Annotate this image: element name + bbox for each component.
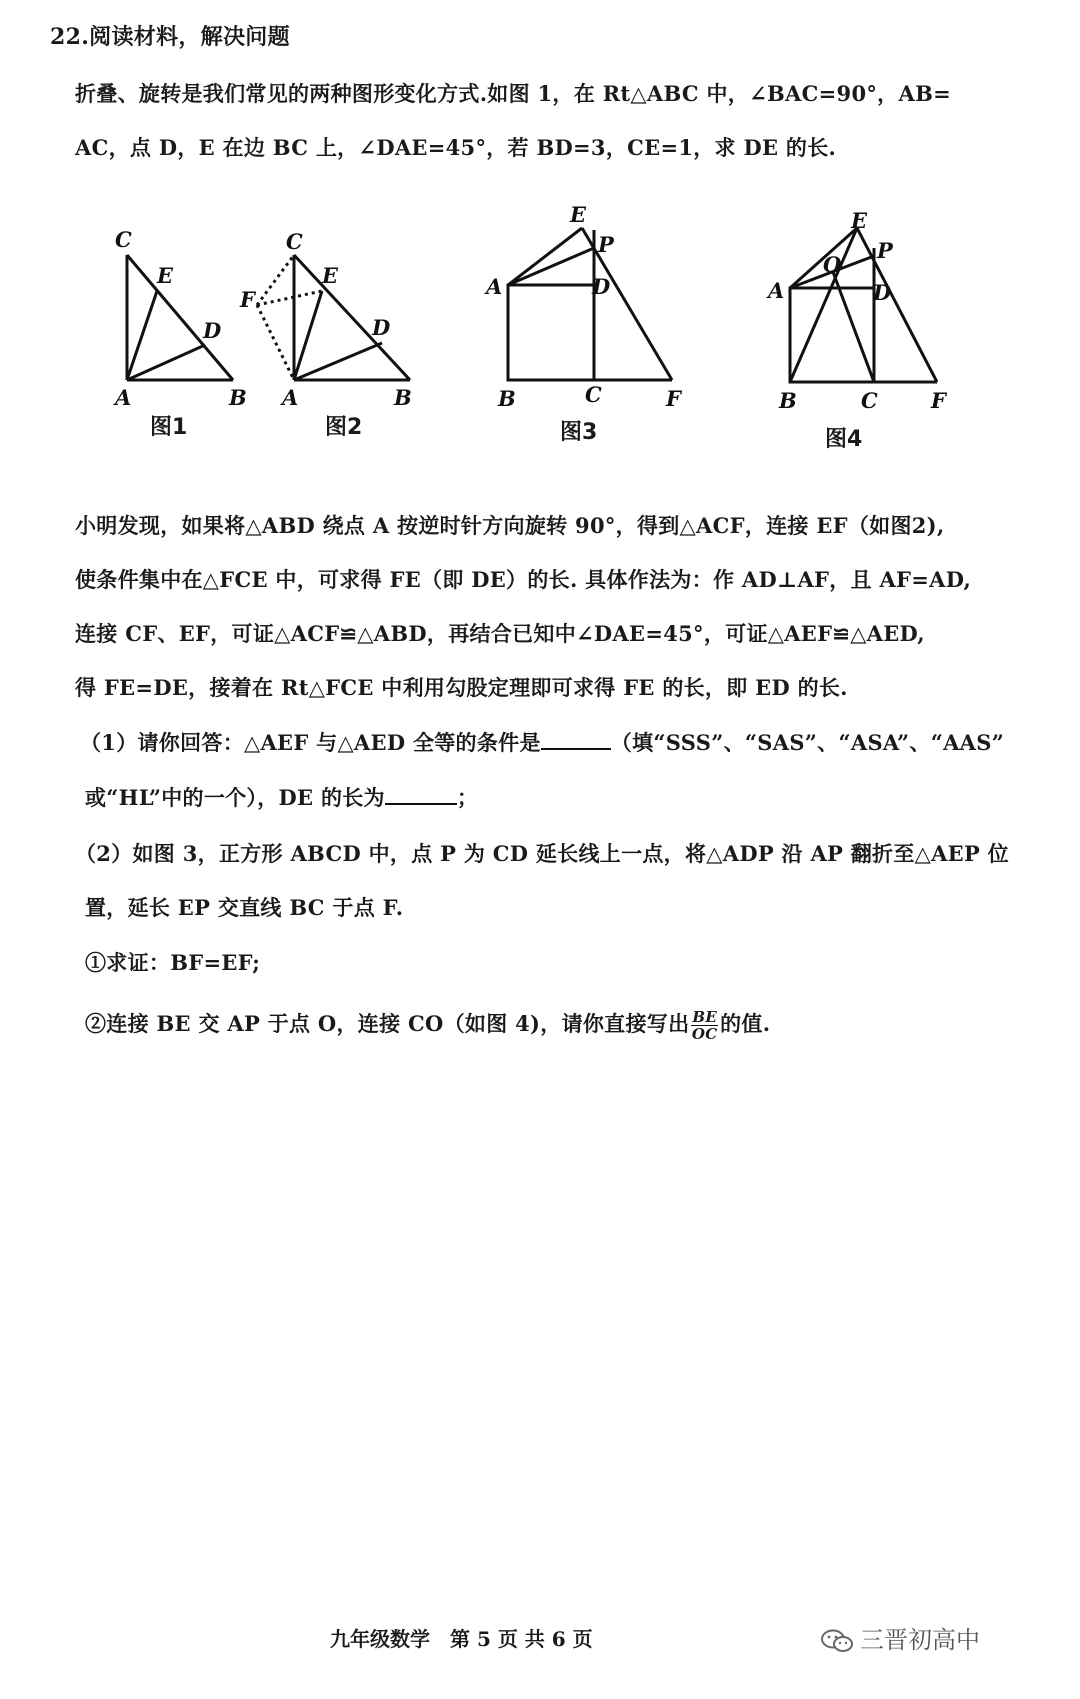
- fig1-label-A: A: [115, 385, 132, 410]
- figure-1-caption: 图1: [150, 415, 188, 440]
- fig2-label-F: F: [240, 287, 255, 312]
- fig3-label-D: D: [592, 274, 611, 299]
- fig2-label-B: B: [394, 385, 412, 410]
- figure-2-caption: 图2: [325, 415, 363, 440]
- explanation-line-4: 得 FE=DE，接着在 Rt△FCE 中利用勾股定理即可求得 FE 的长，即 ED 的长.: [75, 675, 848, 700]
- fig1-label-B: B: [229, 385, 247, 410]
- fig4-label-D: D: [873, 280, 892, 305]
- fig1-label-C: C: [115, 227, 132, 252]
- intro-line-2: AC，点 D，E 在边 BC 上，∠DAE=45°，若 BD=3，CE=1，求 DE 的长.: [75, 135, 837, 160]
- fig1-label-D: D: [203, 318, 222, 343]
- fig2-label-D: D: [372, 315, 391, 340]
- page-footer: 九年级数学 第 5 页 共 6 页: [330, 1627, 593, 1651]
- question-2-line-1: （2）如图 3，正方形 ABCD 中，点 P 为 CD 延长线上一点，将△ADP 沿 AP 翻折至△AEP 位: [75, 841, 1009, 866]
- fig4-label-B: B: [779, 388, 797, 413]
- fig2-label-E: E: [322, 263, 339, 288]
- explanation-line-1: 小明发现，如果将△ABD 绕点 A 按逆时针方向旋转 90°，得到△ACF，连接 EF（如图2),: [75, 513, 945, 538]
- q1-answer-blank-condition[interactable]: [541, 730, 611, 750]
- question-title: 22.阅读材料，解决问题: [50, 24, 290, 50]
- fig2-label-A: A: [282, 385, 299, 410]
- figure-3-caption: 图3: [560, 420, 598, 445]
- intro-line-1: 折叠、旋转是我们常见的两种图形变化方式.如图 1，在 Rt△ABC 中，∠BAC=90°，AB=: [75, 81, 952, 106]
- fraction-numerator: BE: [692, 1008, 718, 1026]
- q1-text-d: ；: [456, 785, 479, 810]
- q1-text-b: （填“SSS”、“SAS”、“ASA”、“AAS”: [610, 730, 1005, 755]
- q2-sub2-text-b: 的值.: [720, 1011, 771, 1036]
- fig3-label-E: E: [570, 202, 587, 227]
- question-2-line-2: 置，延长 EP 交直线 BC 于点 F.: [85, 895, 404, 920]
- fraction-be-over-oc: [691, 1009, 718, 1042]
- fig3-label-A: A: [486, 274, 503, 299]
- fig3-label-P: P: [598, 232, 614, 257]
- q1-text-a: （1）请你回答：△AEF 与△AED 全等的条件是: [80, 730, 541, 755]
- fig3-label-C: C: [585, 382, 602, 407]
- explanation-line-2: 使条件集中在△FCE 中，可求得 FE（即 DE）的长. 具体作法为：作 AD⊥AF，且 AF=AD,: [75, 567, 972, 592]
- watermark-text: 三晋初高中: [860, 1626, 980, 1654]
- fig4-label-E: E: [851, 210, 868, 233]
- figure-3: [480, 200, 690, 420]
- fig4-label-O: O: [823, 252, 842, 277]
- fig2-label-C: C: [286, 229, 303, 254]
- fig4-label-C: C: [861, 388, 878, 413]
- fig3-label-F: F: [666, 386, 681, 411]
- fraction-denominator: OC: [691, 1025, 718, 1043]
- explanation-line-3: 连接 CF、EF，可证△ACF≌△ABD，再结合已知中∠DAE=45°，可证△AEF≌△AED,: [75, 621, 925, 646]
- fig1-label-E: E: [157, 263, 174, 288]
- q1-text-c: 或“HL”中的一个），DE 的长为: [85, 785, 385, 810]
- question-1-line-1: [80, 727, 1004, 757]
- figure-4-caption: 图4: [825, 427, 863, 452]
- fig3-label-B: B: [498, 386, 516, 411]
- q2-sub2-text-a: ②连接 BE 交 AP 于点 O，连接 CO（如图 4)，请你直接写出: [85, 1011, 690, 1036]
- q1-answer-blank-de-length[interactable]: [385, 785, 457, 805]
- watermark: [820, 1620, 980, 1655]
- fig4-label-A: A: [768, 278, 785, 303]
- fig4-label-P: P: [877, 238, 893, 263]
- question-2-sub-1: ①求证：BF=EF;: [85, 950, 261, 975]
- question-1-line-2: [85, 782, 478, 812]
- wechat-icon: [820, 1629, 854, 1653]
- fig4-label-F: F: [931, 388, 946, 413]
- figure-2: [232, 225, 422, 415]
- figure-4: [765, 210, 965, 420]
- question-2-sub-2: [85, 1008, 770, 1042]
